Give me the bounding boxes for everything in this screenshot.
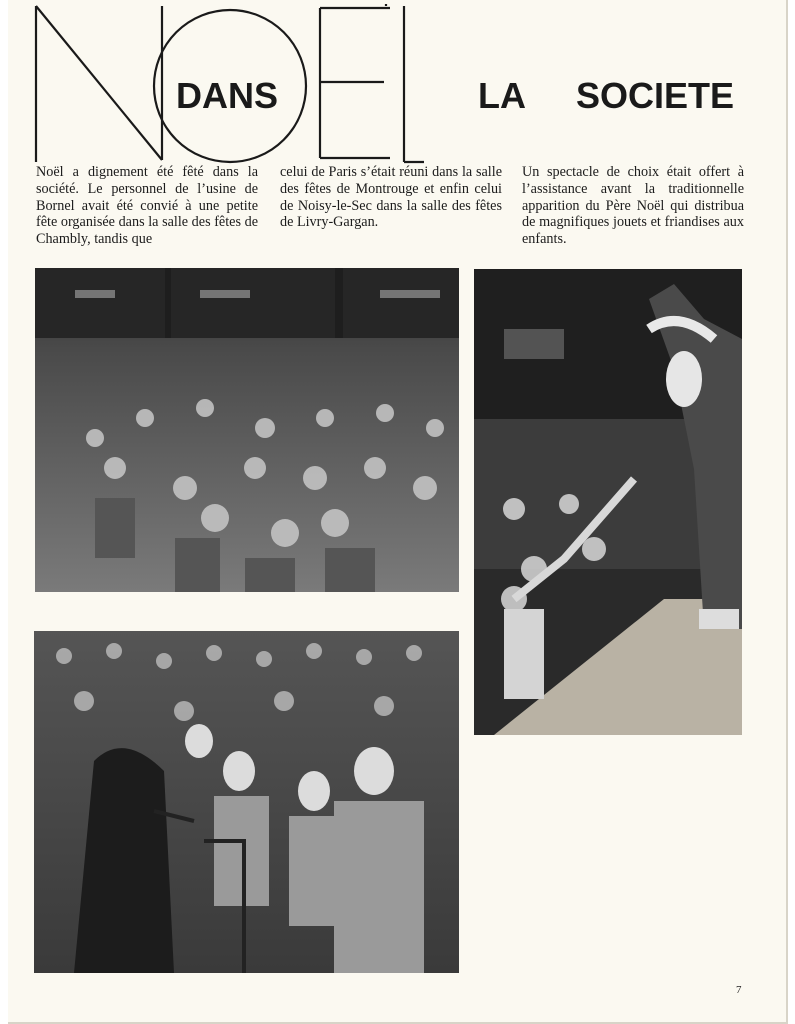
page-number: 7 [736, 984, 742, 996]
text-column-3: Un spectacle de choix était offert à l’assistance avant la traditionnelle apparition du Père Noël qui distribua de magnifiques jouets et friandises aux enfants. [522, 164, 744, 248]
logo-letter-e [320, 8, 390, 158]
logo-letter-n [36, 6, 162, 162]
santa-claus-stage-photo [474, 269, 742, 735]
logo-letter-l [386, 4, 424, 162]
audience-women-children-photo [34, 631, 459, 973]
title-la: LA [478, 75, 526, 116]
children-audience-photo [35, 268, 459, 592]
title-societe: SOCIETE [576, 75, 735, 116]
title-dans: DANS [176, 75, 279, 116]
text-column-1: Noël a dignement été fêté dans la société. Le personnel de l’usine de Bornel avait été convié à une petite fête organisée dans la salle des fêtes de Chambly, tandis que [36, 164, 258, 248]
text-column-2: celui de Paris s’était réuni dans la salle des fêtes de Montrouge et enfin celui de Noisy-le-Sec dans la salle des fêtes de Livry-Gargan. [280, 164, 502, 231]
